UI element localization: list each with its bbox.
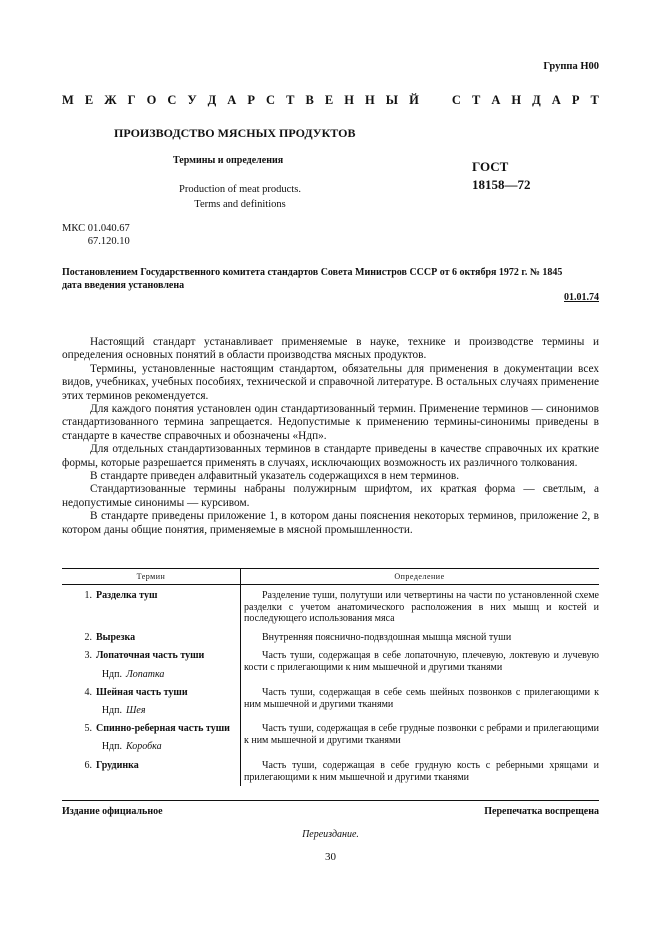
banner-letter: Е (84, 93, 94, 107)
term-number: 2. (84, 632, 92, 643)
term-rejected-synonym (62, 741, 238, 752)
definition-text: Разделение туши, полутуши или четвертины на части по установленной схеме разделки с учетом анатомического расположения в них мышц и костей и последующего использования мяса (244, 590, 599, 624)
paragraph: Для каждого понятия установлен один стандартизованный термин. Применение терминов — синонимов стандартизованного термина запрещается. Недопустимые к применению термины-синонимы приведены в стандарте в качестве справочных и обозначены «Ндп». (62, 403, 599, 442)
ndp-word: Шея (126, 705, 146, 716)
paragraph: В стандарте приведен алфавитный указатель содержащихся в нем терминов. (90, 470, 460, 483)
table-header (62, 569, 599, 584)
banner-letter: Ж (104, 93, 117, 107)
table-row-definition (244, 760, 599, 783)
ndp-word: Лопатка (126, 669, 165, 680)
ndp-word: Коробка (126, 741, 162, 752)
english-title-line1: Production of meat products. (179, 184, 301, 195)
banner-letter: Н (511, 93, 522, 107)
edition-label: Издание официальное (62, 806, 163, 817)
reprint-notice: Перепечатка воспрещена (484, 806, 599, 817)
standard-banner (62, 93, 599, 108)
term-name: Разделка туш (96, 590, 158, 601)
term-name: Спинно-реберная часть туши (96, 723, 230, 734)
banner-letter: Д (207, 93, 217, 107)
term-name: Грудинка (96, 760, 139, 771)
mks-code-1: 01.040.67 (87, 223, 130, 234)
banner-letter: С (451, 93, 461, 107)
paragraph: Термины, установленные настоящим стандартом, обязательны для применения в документации всех видов, учебниках, учебных пособиях, технической и справочной литературе. В остальных случаях применение этих терминов рекомендуется. (62, 362, 599, 402)
introduction-text (62, 336, 599, 537)
banner-letter: А (491, 93, 501, 107)
decree-text (62, 267, 599, 292)
table-row-term (62, 650, 238, 661)
ndp-label: Ндп. (101, 741, 122, 752)
table-row-term (62, 760, 238, 771)
table-row-term (62, 590, 238, 601)
english-title (170, 182, 310, 212)
banner-letter: Н (344, 93, 354, 107)
gost-number: 18158—72 (472, 177, 531, 192)
term-number: 5. (84, 723, 92, 734)
table-row-term (62, 687, 238, 698)
mks-label: МКС (62, 223, 86, 234)
column-header-definition: Определение (394, 572, 445, 581)
banner-letter: Й (409, 93, 419, 107)
banner-letter: Н (364, 93, 375, 107)
term-number: 3. (84, 650, 92, 661)
table-column-divider (240, 569, 241, 786)
banner-letter: Д (532, 93, 541, 107)
banner-letter: В (305, 93, 314, 107)
document-subtitle: Термины и определения (173, 155, 284, 166)
banner-letter: Т (590, 93, 599, 107)
definition-text: Часть туши, содержащая в себе грудную кость с реберными хрящами и прилегающими к ним мышечной и другими тканями (244, 760, 599, 783)
term-number: 4. (84, 687, 92, 698)
banner-letter: А (227, 93, 237, 107)
banner-letter: А (551, 93, 561, 107)
paragraph: Настоящий стандарт устанавливает применяемые в науке, технике и производстве термины и определения основных понятий в области производства мясных продуктов. (62, 336, 599, 362)
banner-letter: С (167, 93, 177, 107)
english-title-line2: Terms and definitions (194, 199, 286, 210)
gost-designation (472, 158, 531, 194)
table-row-definition (244, 632, 599, 644)
banner-letter: Г (127, 93, 136, 107)
table-row-term (62, 632, 238, 643)
ndp-label: Ндп. (101, 705, 122, 716)
banner-letter: Т (286, 93, 295, 107)
banner-letter: М (62, 93, 74, 107)
banner-letter: С (266, 93, 276, 107)
reissue-note: Переиздание. (302, 829, 359, 840)
column-header-term: Термин (136, 572, 166, 581)
table-row-definition (244, 723, 599, 746)
gost-label: ГОСТ (472, 159, 509, 174)
banner-letter: Е (324, 93, 334, 107)
decree-line-1: Постановлением Государственного комитета стандартов Совета Министров СССР от 6 октября 1972 г. № 1845 (62, 267, 563, 278)
ndp-label: Ндп. (101, 669, 122, 680)
decree-line-2: дата введения установлена (62, 279, 185, 291)
definition-text: Часть туши, содержащая в себе лопаточную, плечевую, локтевую и лучевую кости с прилегающими к ним мышечной и другими тканями (244, 650, 599, 673)
banner-letter: О (146, 93, 157, 107)
table-row-definition (244, 650, 599, 673)
introduction-date: 01.01.74 (564, 292, 599, 303)
footer-rule (62, 800, 599, 801)
term-name: Лопаточная часть туши (96, 650, 205, 661)
page-number: 30 (325, 851, 336, 863)
mks-code-2: 67.120.10 (87, 236, 130, 247)
term-name: Вырезка (96, 632, 136, 643)
mks-codes (62, 222, 130, 248)
term-rejected-synonym (62, 669, 238, 680)
table-row-definition (244, 687, 599, 710)
table-header-rule (62, 584, 599, 585)
term-number: 6. (84, 760, 92, 771)
term-rejected-synonym (62, 705, 238, 716)
banner-letter: Р (571, 93, 580, 107)
definition-text: Часть туши, содержащая в себе семь шейных позвонков с прилегающими к ним мышечной и другими тканями (244, 687, 599, 710)
term-name: Шейная часть туши (96, 687, 188, 698)
banner-letter: Ы (385, 93, 399, 107)
term-number: 1. (84, 590, 92, 601)
definition-text: Внутренняя пояснично-подвздошная мышца мясной туши (262, 632, 512, 643)
group-code: Группа Н00 (543, 61, 599, 72)
document-title: ПРОИЗВОДСТВО МЯСНЫХ ПРОДУКТОВ (114, 126, 356, 140)
banner-letter: Т (471, 93, 481, 107)
definition-text: Часть туши, содержащая в себе грудные позвонки с ребрами и прилегающими к ним мышечной и другими тканями (244, 723, 599, 746)
paragraph: Стандартизованные термины набраны полужирным шрифтом, их краткая форма — светлым, а недопустимые синонимы — курсивом. (62, 483, 599, 509)
banner-letter: Р (247, 93, 255, 107)
banner-letter: У (187, 93, 197, 107)
table-row-term (62, 723, 238, 734)
paragraph: В стандарте приведены приложение 1, в котором даны пояснения некоторых терминов, приложение 2, в котором даны общие понятия, применяемые в мясной промышленности. (62, 510, 599, 536)
paragraph: Для отдельных стандартизованных терминов в стандарте приведены в качестве справочных их краткие формы, которые разрешается применять в случаях, исключающих возможность их различного толкования. (62, 443, 599, 469)
table-row-definition (244, 590, 599, 625)
